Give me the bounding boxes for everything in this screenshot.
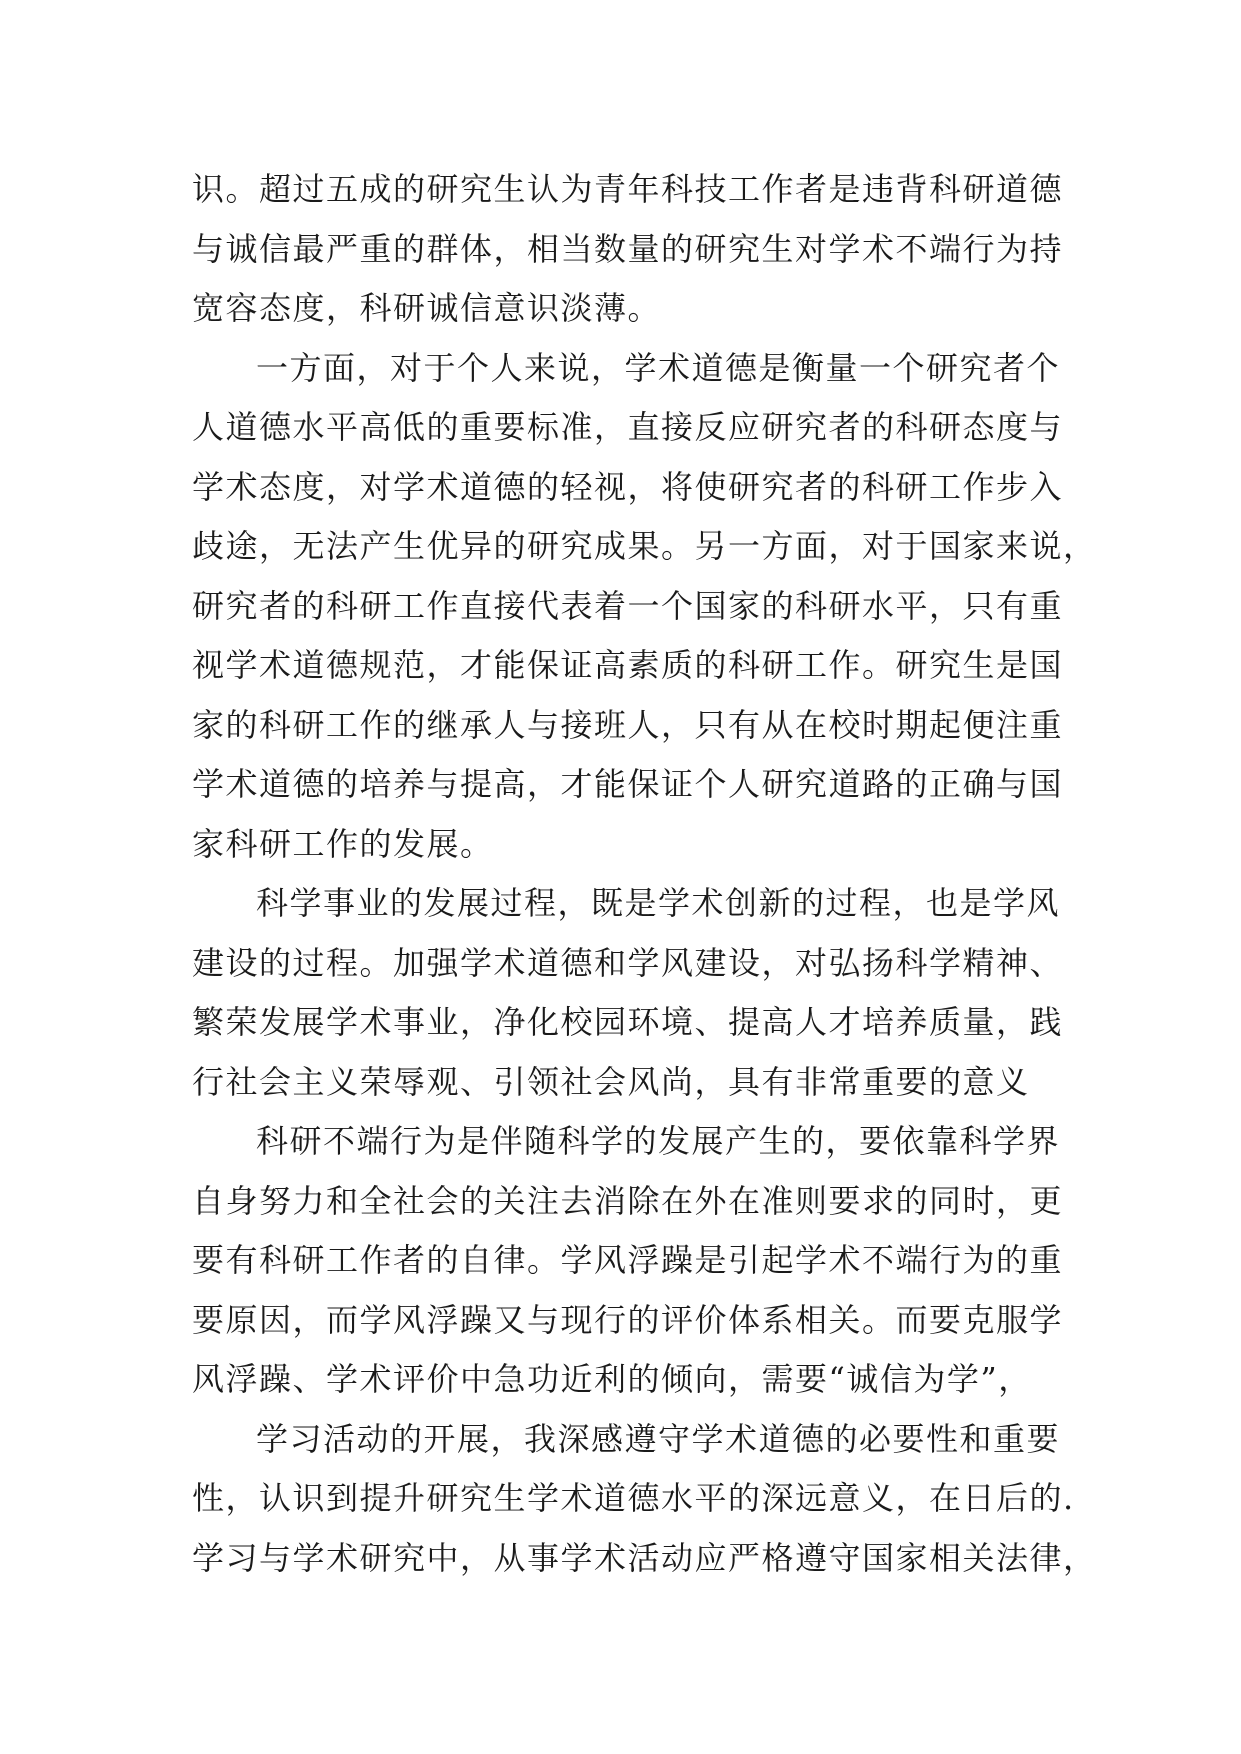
- paragraph: [192, 874, 1062, 1112]
- paragraph: [192, 339, 1097, 875]
- text-line: 行社会主义荣辱观、引领社会风尚，具有非常重要的意义: [192, 1062, 1030, 1101]
- text-line: 与诚信最严重的群体，相当数量的研究生对学术不端行为持: [192, 229, 1064, 268]
- text-line: 人道德水平高低的重要标准，直接反应研究者的科研态度与: [192, 408, 1064, 446]
- text-line: 家的科研工作的继承人与接班人，只有从在校时期起便注重: [192, 705, 1064, 744]
- text-line: 研究者的科研工作直接代表着一个国家的科研水平，只有重: [192, 586, 1064, 625]
- text-line: 科学事业的发展过程，既是学术创新的过程，也是学风: [256, 884, 1061, 922]
- text-line: 风浮躁、学术评价中急功近利的倾向，需要“诚信为学”，: [192, 1360, 1032, 1398]
- text-line: 要原因，而学风浮躁又与现行的评价体系相关。而要克服学: [192, 1300, 1064, 1339]
- text-line: 宽容态度，科研诚信意识淡薄。: [192, 289, 662, 327]
- text-line: 歧途，无法产生优异的研究成果。另一方面，对于国家来说，: [192, 527, 1097, 565]
- text-line: 要有科研工作者的自律。学风浮躁是引起学术不端行为的重: [192, 1241, 1064, 1279]
- paragraph: [192, 1112, 1062, 1410]
- text-line: 学术态度，对学术道德的轻视，将使研究者的科研工作步入: [192, 467, 1064, 506]
- paragraph: [192, 1410, 1097, 1589]
- document-body: [192, 160, 1097, 1588]
- text-line: 识。超过五成的研究生认为青年科技工作者是违背科研道德: [192, 170, 1064, 208]
- text-line: 一方面，对于个人来说，学术道德是衡量一个研究者个: [256, 348, 1061, 387]
- text-line: 自身努力和全社会的关注去消除在外在准则要求的同时，更: [192, 1181, 1064, 1220]
- text-line: 学术道德的培养与提高，才能保证个人研究道路的正确与国: [192, 765, 1064, 803]
- text-line: 学习活动的开展，我深感遵守学术道德的必要性和重要: [256, 1419, 1061, 1458]
- paragraph: [192, 160, 1062, 339]
- text-line: 视学术道德规范，才能保证高素质的科研工作。研究生是国: [192, 646, 1064, 684]
- text-line: 家科研工作的发展。: [192, 824, 494, 863]
- text-line: 科研不端行为是伴随科学的发展产生的，要依靠科学界: [256, 1122, 1061, 1160]
- text-line: 学习与学术研究中，从事学术活动应严格遵守国家相关法律，: [192, 1538, 1097, 1577]
- text-line: 建设的过程。加强学术道德和学风建设，对弘扬科学精神、: [192, 943, 1064, 982]
- text-line: 性，认识到提升研究生学术道德水平的深远意义，在日后的.: [192, 1479, 1075, 1517]
- text-line: 繁荣发展学术事业，净化校园环境、提高人才培养质量，践: [192, 1003, 1064, 1041]
